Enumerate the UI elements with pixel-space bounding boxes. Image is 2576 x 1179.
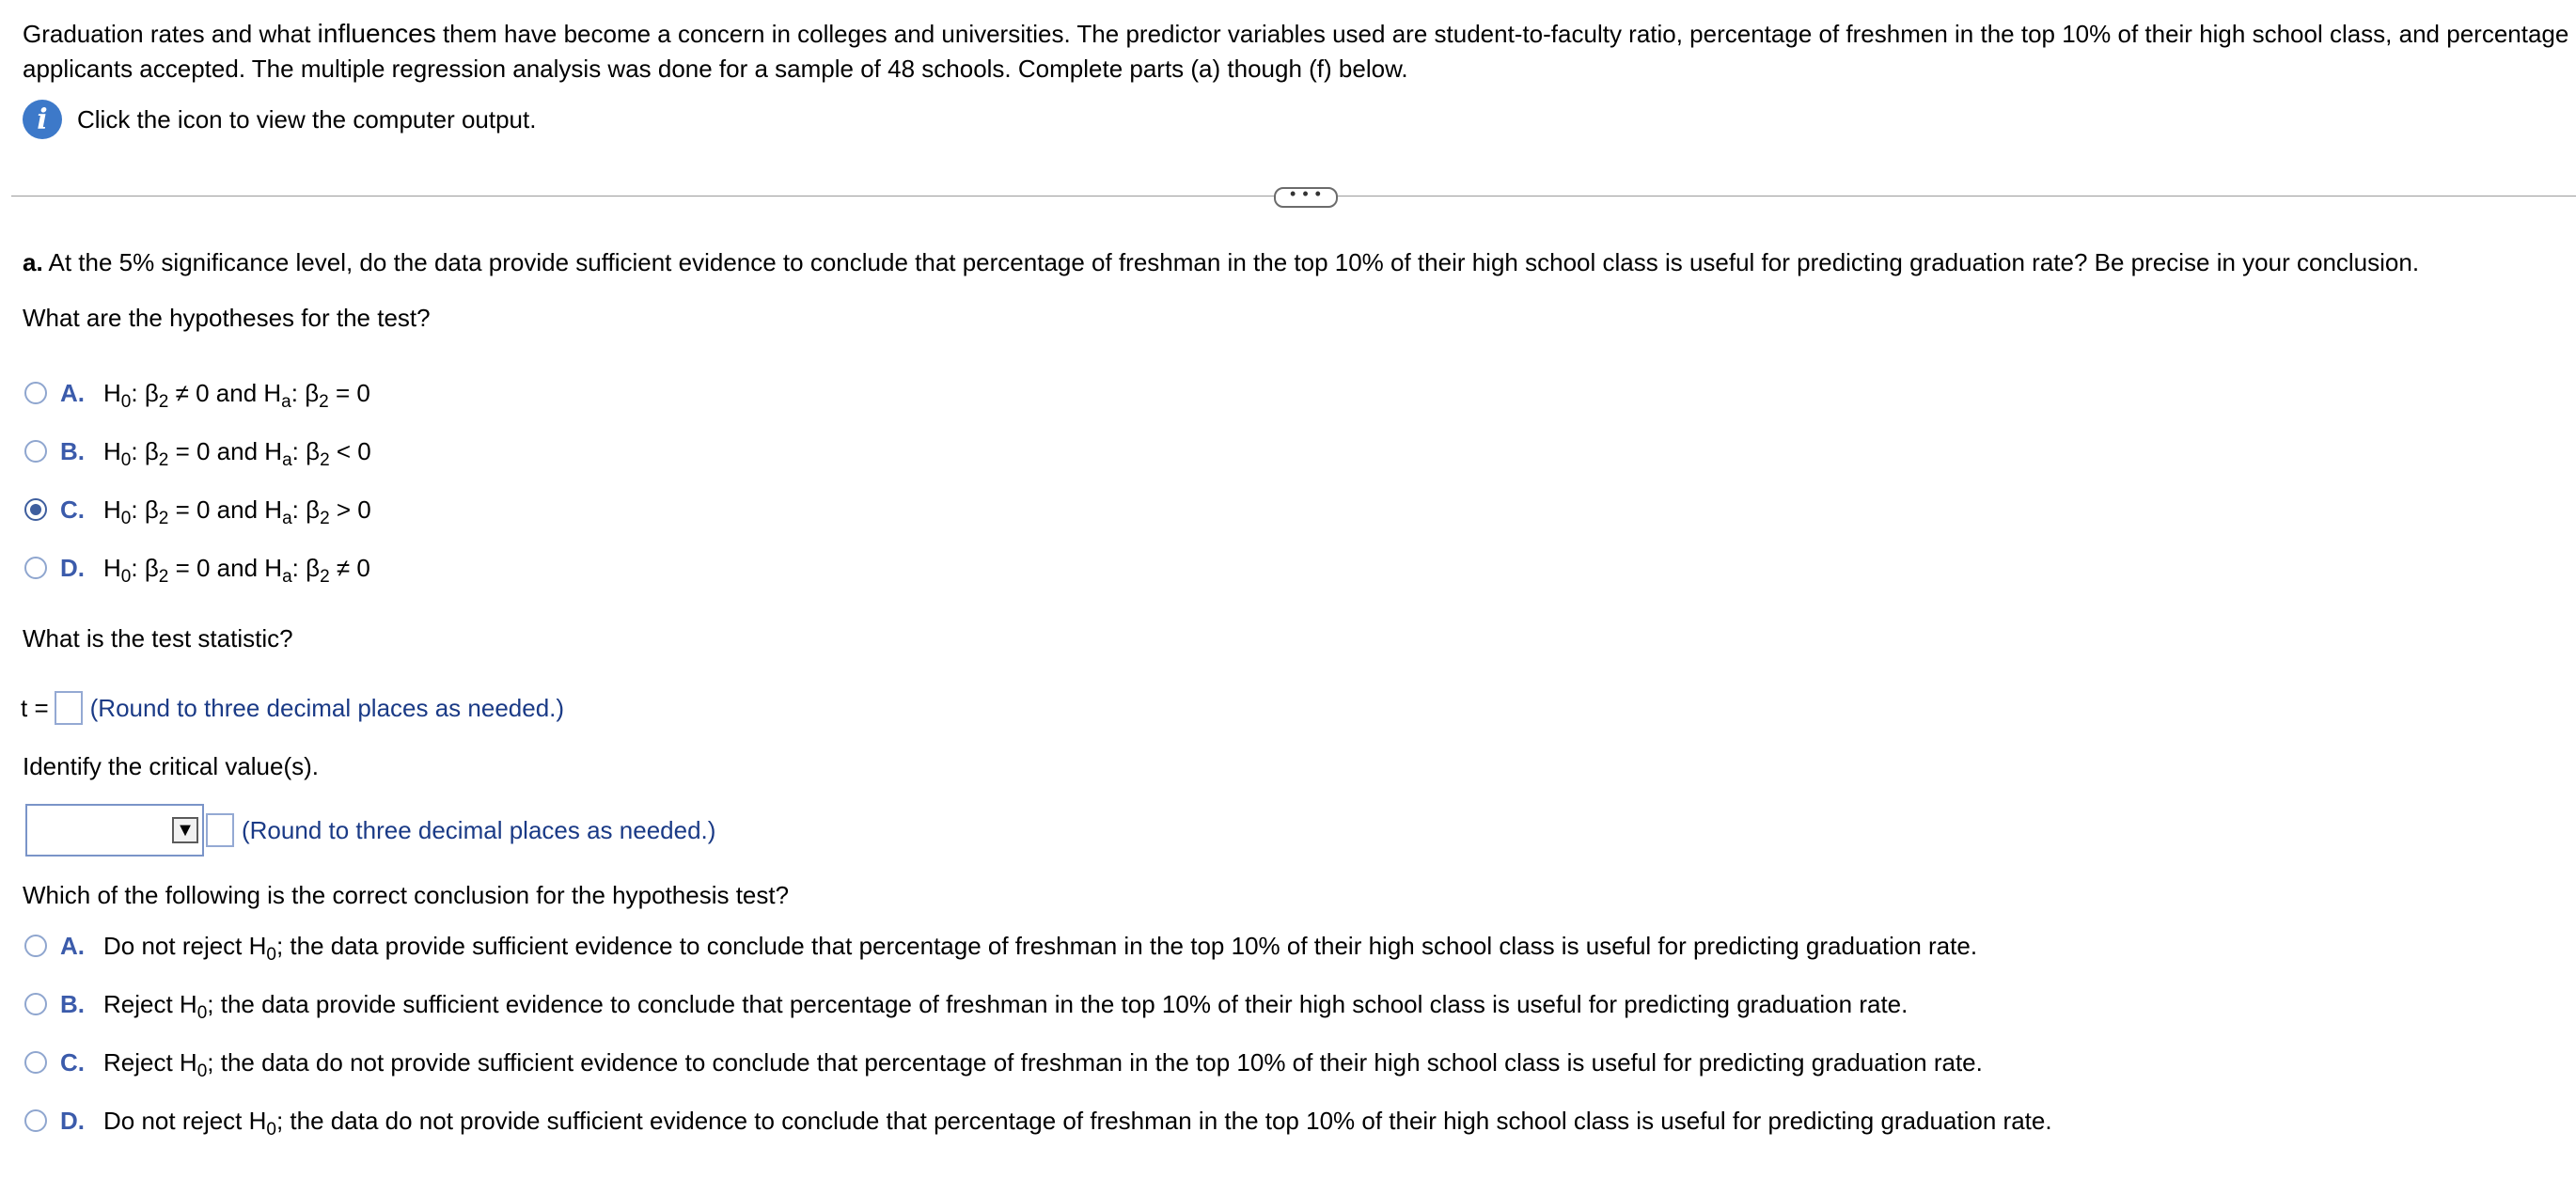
option-letter: D. [60,553,85,582]
option-text: Do not reject $H_0$; the data provide sufficient evidence to conclude that percentage of freshman in the top 10% of their high school class is useful for predicting graduation rate. [103,931,1978,965]
option-text: Reject $H_0$; the data do not provide sufficient evidence to conclude that percentage of freshman in the top 10% of their high school class is useful for predicting graduation rate. [103,1047,1983,1081]
option-letter: A. [60,931,85,960]
critical-value-row [25,804,715,857]
conclusion-option-a[interactable] [24,929,1977,963]
hypothesis-math: $H_0$: $\beta_2 = 0$ and $H_a$: $\beta_2 > 0$ [103,495,371,528]
more-button[interactable]: • • • [1274,187,1338,208]
t-label: t = [21,693,49,722]
intro-text: applicants accepted. The multiple regression analysis was done for a sample of 48 schools. Complete parts (a) though (f) below. [23,55,1408,83]
hyp-option-c[interactable] [24,493,371,527]
radio-button[interactable] [24,993,47,1015]
info-text: Click the icon to view the computer output. [77,104,537,134]
test-statistic-row [21,689,564,727]
critical-value-input[interactable] [206,813,234,847]
radio-button[interactable] [24,557,47,579]
hypothesis-math: $H_0$: $\beta_2 = 0$ and $H_a$: $\beta_2 \ne 0$ [103,553,370,587]
critical-value-sign-dropdown[interactable] [25,804,204,857]
info-icon[interactable]: i [23,100,62,139]
option-letter: A. [60,378,85,407]
option-text: Do not reject $H_0$; the data do not provide sufficient evidence to conclude that percentage of freshman in the top 10% of their high school class is useful for predicting graduation rate. [103,1106,2052,1140]
hypothesis-math: $H_0$: $\beta_2 \ne 0$ and $H_a$: $\beta_2 = 0$ [103,378,370,412]
intro-text: them have become a concern in colleges and universities. The predictor variables used are student-to-faculty ratio, percentage of freshmen in the top 10% of their high school class, and percentage [435,20,2569,48]
test-statistic-question: What is the test statistic? [23,624,293,652]
part-a-question [23,248,2419,277]
radio-button-selected[interactable] [24,498,47,521]
radio-button[interactable] [24,440,47,463]
hyp-option-b[interactable] [24,434,371,468]
conclusion-option-b[interactable] [24,987,1908,1021]
option-letter: C. [60,495,85,524]
radio-button[interactable] [24,1051,47,1074]
intro-text: influences [317,19,436,48]
hypothesis-math: $H_0$: $\beta_2 = 0$ and $H_a$: $\beta_2 < 0$ [103,436,371,470]
problem-intro [23,16,2576,86]
conclusion-option-c[interactable] [24,1045,1983,1079]
dropdown-arrow-icon[interactable]: ▼ [172,817,198,843]
hyp-option-d[interactable] [24,551,370,585]
hyp-option-a[interactable] [24,376,370,410]
option-text: Reject $H_0$; the data provide sufficient evidence to conclude that percentage of freshman in the top 10% of their high school class is useful for predicting graduation rate. [103,989,1908,1023]
option-letter: B. [60,436,85,465]
conclusion-question: Which of the following is the correct conclusion for the hypothesis test? [23,881,790,909]
conclusion-option-d[interactable] [24,1104,2052,1138]
hypotheses-question: What are the hypotheses for the test? [23,304,431,332]
info-link-row [23,102,536,137]
t-value-input[interactable] [55,691,83,725]
part-label: a. [23,248,43,276]
radio-button[interactable] [24,382,47,404]
option-letter: C. [60,1047,85,1077]
option-letter: B. [60,989,85,1018]
option-letter: D. [60,1106,85,1135]
intro-text: Graduation rates and what [23,20,318,48]
radio-button[interactable] [24,1109,47,1132]
round-hint: (Round to three decimal places as needed.) [89,693,565,722]
critical-value-question: Identify the critical value(s). [23,752,320,780]
radio-button[interactable] [24,935,47,957]
part-question-text: At the 5% significance level, do the data provide sufficient evidence to conclude that percentage of freshman in the top 10% of their high school class is useful for predicting graduation rate? Be precise in your conclusion. [42,248,2420,276]
round-hint: (Round to three decimal places as needed.) [242,815,716,844]
